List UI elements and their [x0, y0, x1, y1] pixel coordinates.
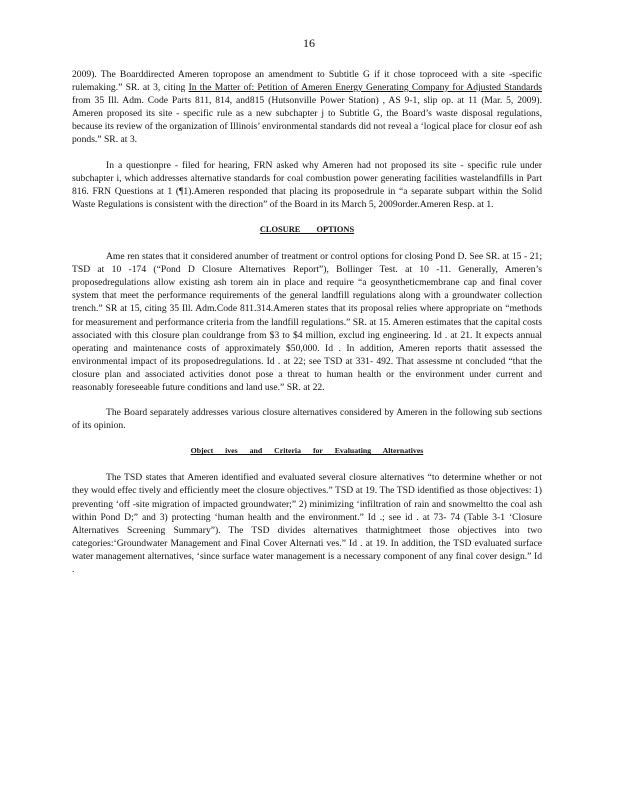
- paragraph1-text-b: from 35 Ill. Adm. Code Parts 811, 814, and815 (Hutsonville Power Station) , AS 9-1, slip op. at 11 (Mar. 5, 2009). Ameren proposed its site - specific rule as a new subchapter j to Subtitle G, the Board’s waste disposal regulations, because its review of the organization of Illinois’ environmental standards did not reveal a ‘logical place for closur eof ash ponds.” SR. at 3.: [72, 95, 542, 146]
- paragraph-closure-options: Ame ren states that it considered anumber of treatment or control options for closing Pond D. See SR. at 15 - 21; TSD at 10 -174 (“Pond D Closure Alternatives Report”), Bollinger Test. at 10 -11. Generally, Ameren’s proposedregulations allow existing ash torem ain in place and require “a geosyntheticmembrane cap and final cover system that meet the performance requirements of the general landfill regulations along with a groundwater collection trench.” SR at 15, citing 35 Ill. Adm.Code 811.314.Ameren states that its proposal relies where appropriate on “methods for measurement and performance criteria from the landfill regulations.” SR. at 15. Ameren estimates that the capital costs associated with this closure plan couldrange from $3 to $4 million, exclud ing engineering. Id . at 21. It expects annual operating and maintenance costs of approximately $50,000. Id . In addition, Ameren reports thatit assessed the environmental impact of its proposedregulations. Id . at 22; see TSD at 331- 492. That assessme nt concluded “that the closure plan and associated activities donot pose a threat to human health or the environment under current and reasonably foreseeable future conditions and land use.” SR. at 22.: [72, 251, 542, 393]
- subsection-heading-objectives: Object ives and Criteria for Evaluating Alternatives: [190, 446, 424, 456]
- page-number: 16: [303, 36, 315, 50]
- section-heading-closure-options: CLOSURE OPTIONS: [259, 224, 355, 234]
- paragraph-tsd-objectives: The TSD states that Ameren identified and evaluated several closure alternatives “to determine whether or not they would effec tively and efficiently meet the closure objectives.” TSD at 19. The TSD identified as those objectives: 1) preventing ‘off -site migration of impacted groundwater;” 2) minimizing ‘infiltration of rain and snowmeltto the coal ash within Pond D;” and 3) protecting ‘human health and the environment.” Id .; see id . at 73- 74 (Table 3-1 ‘Closure Alternatives Screening Summary”). The TSD divides alternatives thatmightmeet those objectives into two categories:‘Groundwater Management and Final Cover Alternati ves.” Id . at 19. In addition, the TSD evaluated surface water management alternatives, ‘since surface water management is a necessary component of any final cover design.” Id .: [72, 472, 542, 575]
- document-body: [72, 68, 542, 588]
- paragraph1-text-a: 2009). The Boarddirected Ameren topropose an amendment to Subtitle G if it chose toproceed with a site -specific rulemaking.” SR. at 3, citing: [72, 69, 542, 94]
- paragraph-ameren-rulemaking: [72, 68, 542, 147]
- paragraph-frn-question: In a questionpre - filed for hearing, FRN asked why Ameren had not proposed its site - specific rule under subchapter i, which addresses alternative standards for coal combustion power generating facilities wastelandfills in Part 816. FRN Questions at 1 (¶1).Ameren responded that placing its proposedrule in “a separate subpart within the Solid Waste Regulations is consistent with the direction” of the Board in its March 5, 2009order.Ameren Resp. at 1.: [72, 159, 542, 210]
- paragraph-board-addresses: The Board separately addresses various closure alternatives considered by Ameren in the following sub sections of its opinion.: [72, 407, 542, 432]
- case-title-citation: In the Matter of: Petition of Ameren Energy Generating Company for Adjusted Standards: [188, 82, 542, 94]
